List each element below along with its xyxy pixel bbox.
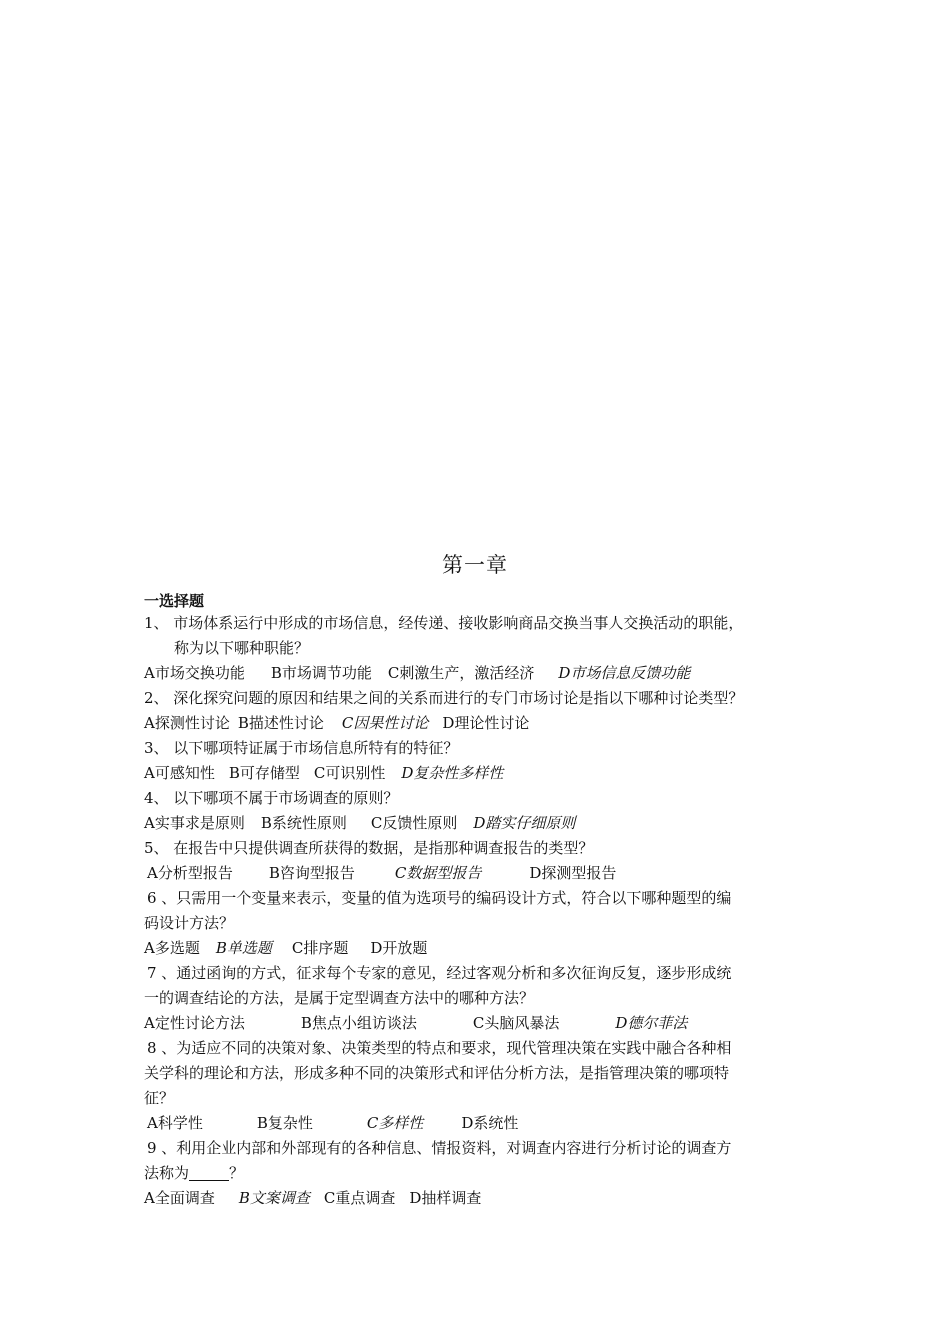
question-9-text-after-blank: ？ (229, 1164, 245, 1182)
question-9-text-before-blank: 法称为 (144, 1164, 190, 1182)
option-a: A可感知性 (144, 764, 215, 782)
question-9-text-cont (144, 1161, 814, 1186)
option-c: C可识别性 (313, 764, 386, 782)
question-7-text: 7 、通过函询的方式，征求每个专家的意见，经过客观分析和多次征询反复，逐步形成统 (147, 964, 732, 982)
section-heading: 一选择题 (144, 592, 205, 610)
question-6-text-cont: 码设计方法？ (144, 914, 235, 932)
question-5-text: 5、 在报告中只提供调查所获得的数据，是指那种调查报告的类型？ (144, 839, 594, 857)
option-d-correct: D踏实仔细原则 (473, 814, 576, 832)
question-8-text-cont-2: 征？ (144, 1089, 175, 1107)
option-b: B咨询型报告 (268, 864, 355, 882)
question-3-options (144, 761, 814, 786)
option-a: A多选题 (144, 939, 200, 957)
option-c: C反馈性原则 (370, 814, 458, 832)
option-c: C刺激生产，激活经济 (387, 664, 535, 682)
question-1-options (144, 661, 814, 686)
question-4-text: 4、 以下哪项不属于市场调查的原则？ (144, 789, 399, 807)
option-a: A市场交换功能 (144, 664, 245, 682)
option-b-correct: B文案调查 (238, 1189, 310, 1207)
question-1-text-cont: 称为以下哪种职能？ (174, 639, 310, 657)
option-a: A探测性讨论 (144, 714, 230, 732)
option-c-correct: C多样性 (366, 1114, 424, 1132)
option-b-correct: B单选题 (215, 939, 272, 957)
question-8-options (144, 1111, 814, 1136)
option-d: D系统性 (461, 1114, 519, 1132)
option-b: B焦点小组访谈法 (300, 1014, 417, 1032)
option-a: A实事求是原则 (144, 814, 245, 832)
question-6-text: 6 、只需用一个变量来表示，变量的值为选项号的编码设计方式，符合以下哪种题型的编 (147, 889, 732, 907)
option-b: B描述性讨论 (237, 714, 324, 732)
question-8-text-cont: 关学科的理论和方法，形成多种不同的决策形式和评估分析方法，是指管理决策的哪项特 (144, 1064, 730, 1082)
option-a: A分析型报告 (147, 864, 233, 882)
question-8-text: 8 、为适应不同的决策对象、决策类型的特点和要求，现代管理决策在实践中融合各种相 (147, 1039, 732, 1057)
question-list (144, 611, 814, 1211)
answer-blank (189, 1165, 229, 1181)
question-6-options (144, 936, 814, 961)
option-a: A全面调查 (144, 1189, 215, 1207)
question-3-text: 3、 以下哪项特证属于市场信息所特有的特征？ (144, 739, 459, 757)
question-7-options (144, 1011, 814, 1036)
question-7-text-cont: 一的调查结论的方法，是属于定型调查方法中的哪种方法？ (144, 989, 535, 1007)
option-a: A科学性 (147, 1114, 203, 1132)
question-2-options (144, 711, 814, 736)
option-d-correct: D复杂性多样性 (401, 764, 504, 782)
option-d: D开放题 (370, 939, 428, 957)
option-b: B可存储型 (228, 764, 300, 782)
option-c-correct: C因果性讨论 (341, 714, 429, 732)
chapter-title: 第一章 (442, 553, 508, 577)
option-d: D理论性讨论 (442, 714, 530, 732)
option-b: B系统性原则 (260, 814, 347, 832)
option-c-correct: C数据型报告 (394, 864, 482, 882)
question-9-options (144, 1186, 814, 1211)
question-4-options (144, 811, 814, 836)
question-9-text: 9 、利用企业内部和外部现有的各种信息、情报资料，对调查内容进行分析讨论的调查方 (147, 1139, 732, 1157)
option-d: D探测型报告 (529, 864, 617, 882)
option-a: A定性讨论方法 (144, 1014, 245, 1032)
question-2-text: 2、 深化探究问题的原因和结果之间的关系而进行的专门市场讨论是指以下哪种讨论类型？ (144, 689, 744, 707)
option-b: B市场调节功能 (270, 664, 372, 682)
option-d: D抽样调查 (409, 1189, 482, 1207)
option-d-correct: D德尔菲法 (615, 1014, 688, 1032)
question-5-options (144, 861, 814, 886)
option-b: B复杂性 (256, 1114, 313, 1132)
option-c: C重点调查 (323, 1189, 396, 1207)
option-c: C头脑风暴法 (472, 1014, 560, 1032)
option-c: C排序题 (291, 939, 349, 957)
option-d-correct: D市场信息反馈功能 (558, 664, 691, 682)
question-1-text: 1、 市场体系运行中形成的市场信息，经传递、接收影响商品交换当事人交换活动的职能， (144, 614, 744, 632)
